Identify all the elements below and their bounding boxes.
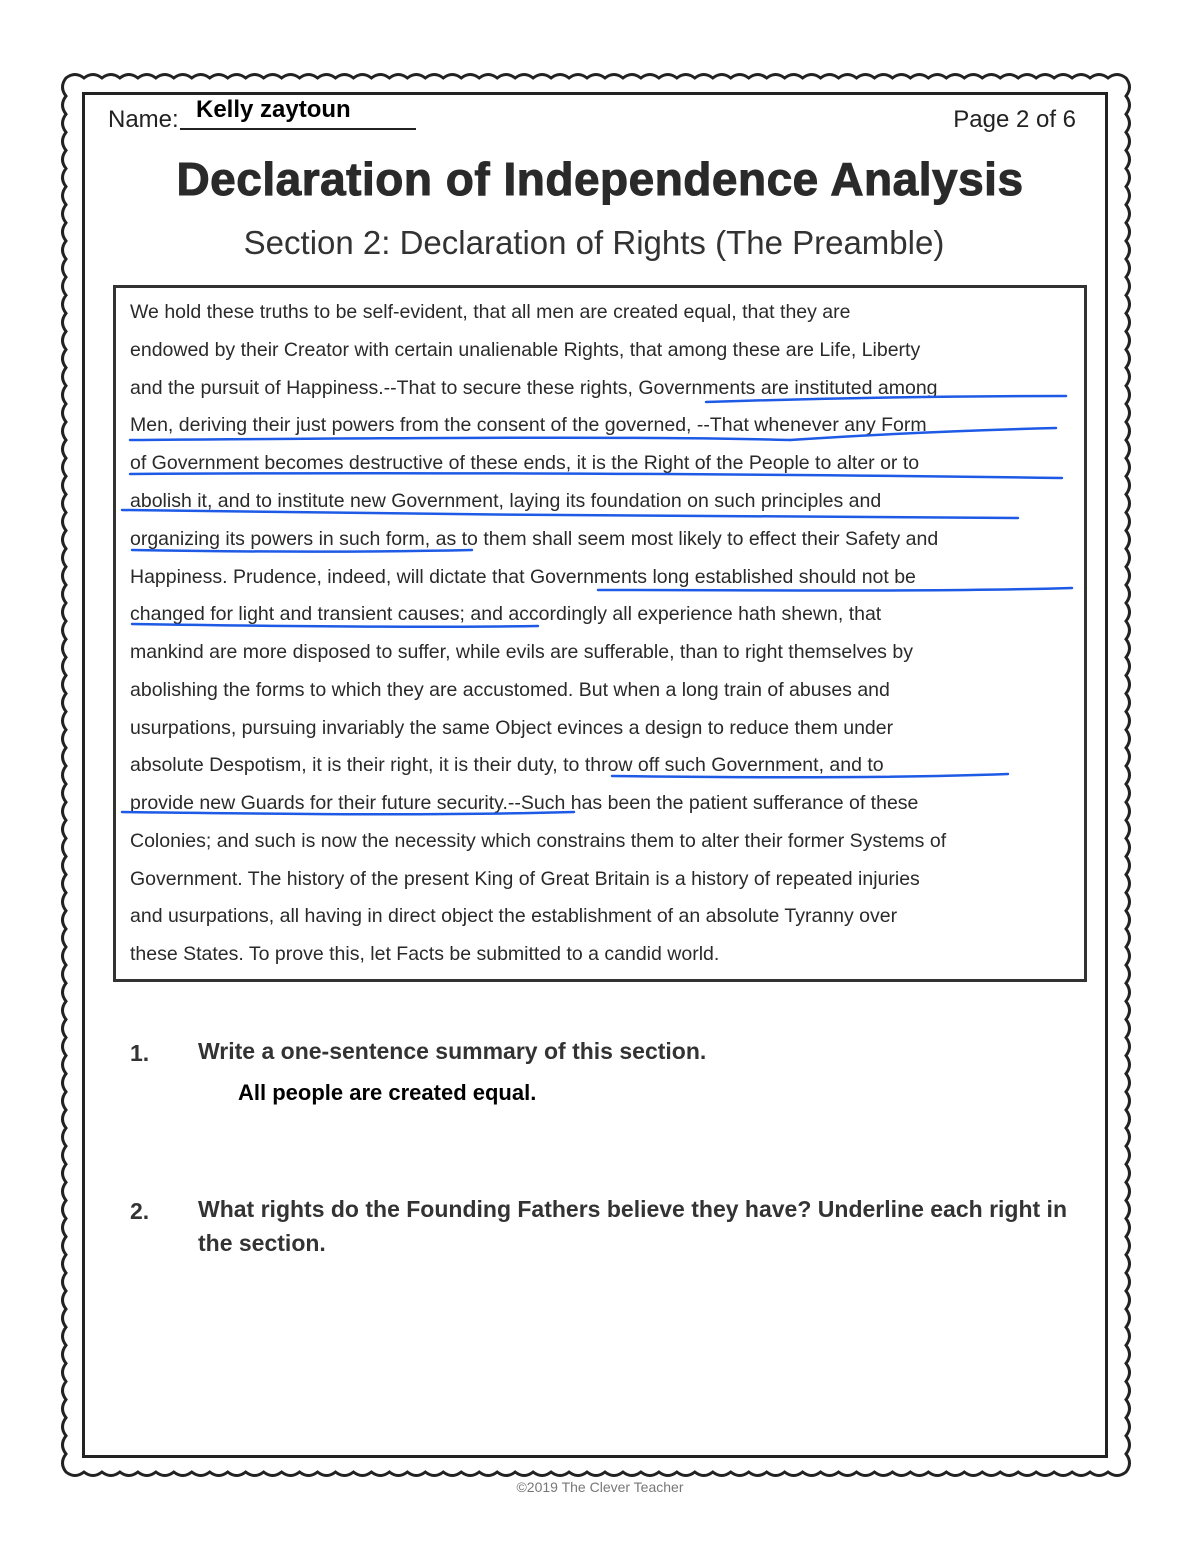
passage-line: and the pursuit of Happiness.--That to secure these rights, Governments are instituted among	[130, 377, 938, 399]
passage-line: and usurpations, all having in direct object the establishment of an absolute Tyranny over	[130, 905, 898, 927]
passage-line: abolishing the forms to which they are accustomed. But when a long train of abuses and	[130, 679, 890, 701]
passage-line: absolute Despotism, it is their right, it is their duty, to throw off such Government, and to	[130, 754, 884, 776]
name-label: Name:	[108, 106, 179, 133]
question-text: Write a one-sentence summary of this section.	[198, 1038, 707, 1064]
name-field[interactable]: Kelly zaytoun	[196, 96, 351, 123]
passage-line: endowed by their Creator with certain unalienable Rights, that among these are Life, Liberty	[130, 339, 921, 361]
passage-line: abolish it, and to institute new Government, laying its foundation on such principles and	[130, 490, 882, 512]
passage-line: mankind are more disposed to suffer, while evils are sufferable, than to right themselves by	[130, 641, 913, 663]
passage-line: these States. To prove this, let Facts be submitted to a candid world.	[130, 943, 720, 965]
question-number: 2.	[130, 1198, 150, 1224]
passage-line: changed for light and transient causes; and accordingly all experience hath shewn, that	[130, 603, 882, 625]
passage-line: provide new Guards for their future security.--Such has been the patient sufferance of these	[130, 792, 919, 814]
passage-line: organizing its powers in such form, as to them shall seem most likely to effect their Safety and	[130, 528, 939, 550]
page-number: Page 2 of 6	[953, 106, 1076, 133]
passage-line: Happiness. Prudence, indeed, will dictate that Governments long established should not be	[130, 566, 916, 588]
passage-line: usurpations, pursuing invariably the same Object evinces a design to reduce them under	[130, 717, 894, 739]
passage-line: We hold these truths to be self-evident, that all men are created equal, that they are	[130, 301, 851, 323]
page-title: Declaration of Independence Analysis	[176, 153, 1024, 205]
question-text: What rights do the Founding Fathers believe they have? Underline each right in the section.	[198, 1196, 1067, 1256]
section-subtitle: Section 2: Declaration of Rights (The Preamble)	[243, 224, 945, 261]
answer-field[interactable]: All people are created equal.	[238, 1080, 537, 1105]
passage-line: Colonies; and such is now the necessity which constrains them to alter their former Systems of	[130, 830, 947, 852]
copyright-footer: ©2019 The Clever Teacher	[516, 1479, 684, 1495]
name-line	[180, 128, 416, 130]
passage-line: Men, deriving their just powers from the consent of the governed, --That whenever any Form	[130, 414, 927, 436]
question-number: 1.	[130, 1040, 150, 1066]
passage-line: of Government becomes destructive of these ends, it is the Right of the People to alter or to	[130, 452, 920, 474]
passage-line: Government. The history of the present King of Great Britain is a history of repeated injuries	[130, 868, 920, 890]
